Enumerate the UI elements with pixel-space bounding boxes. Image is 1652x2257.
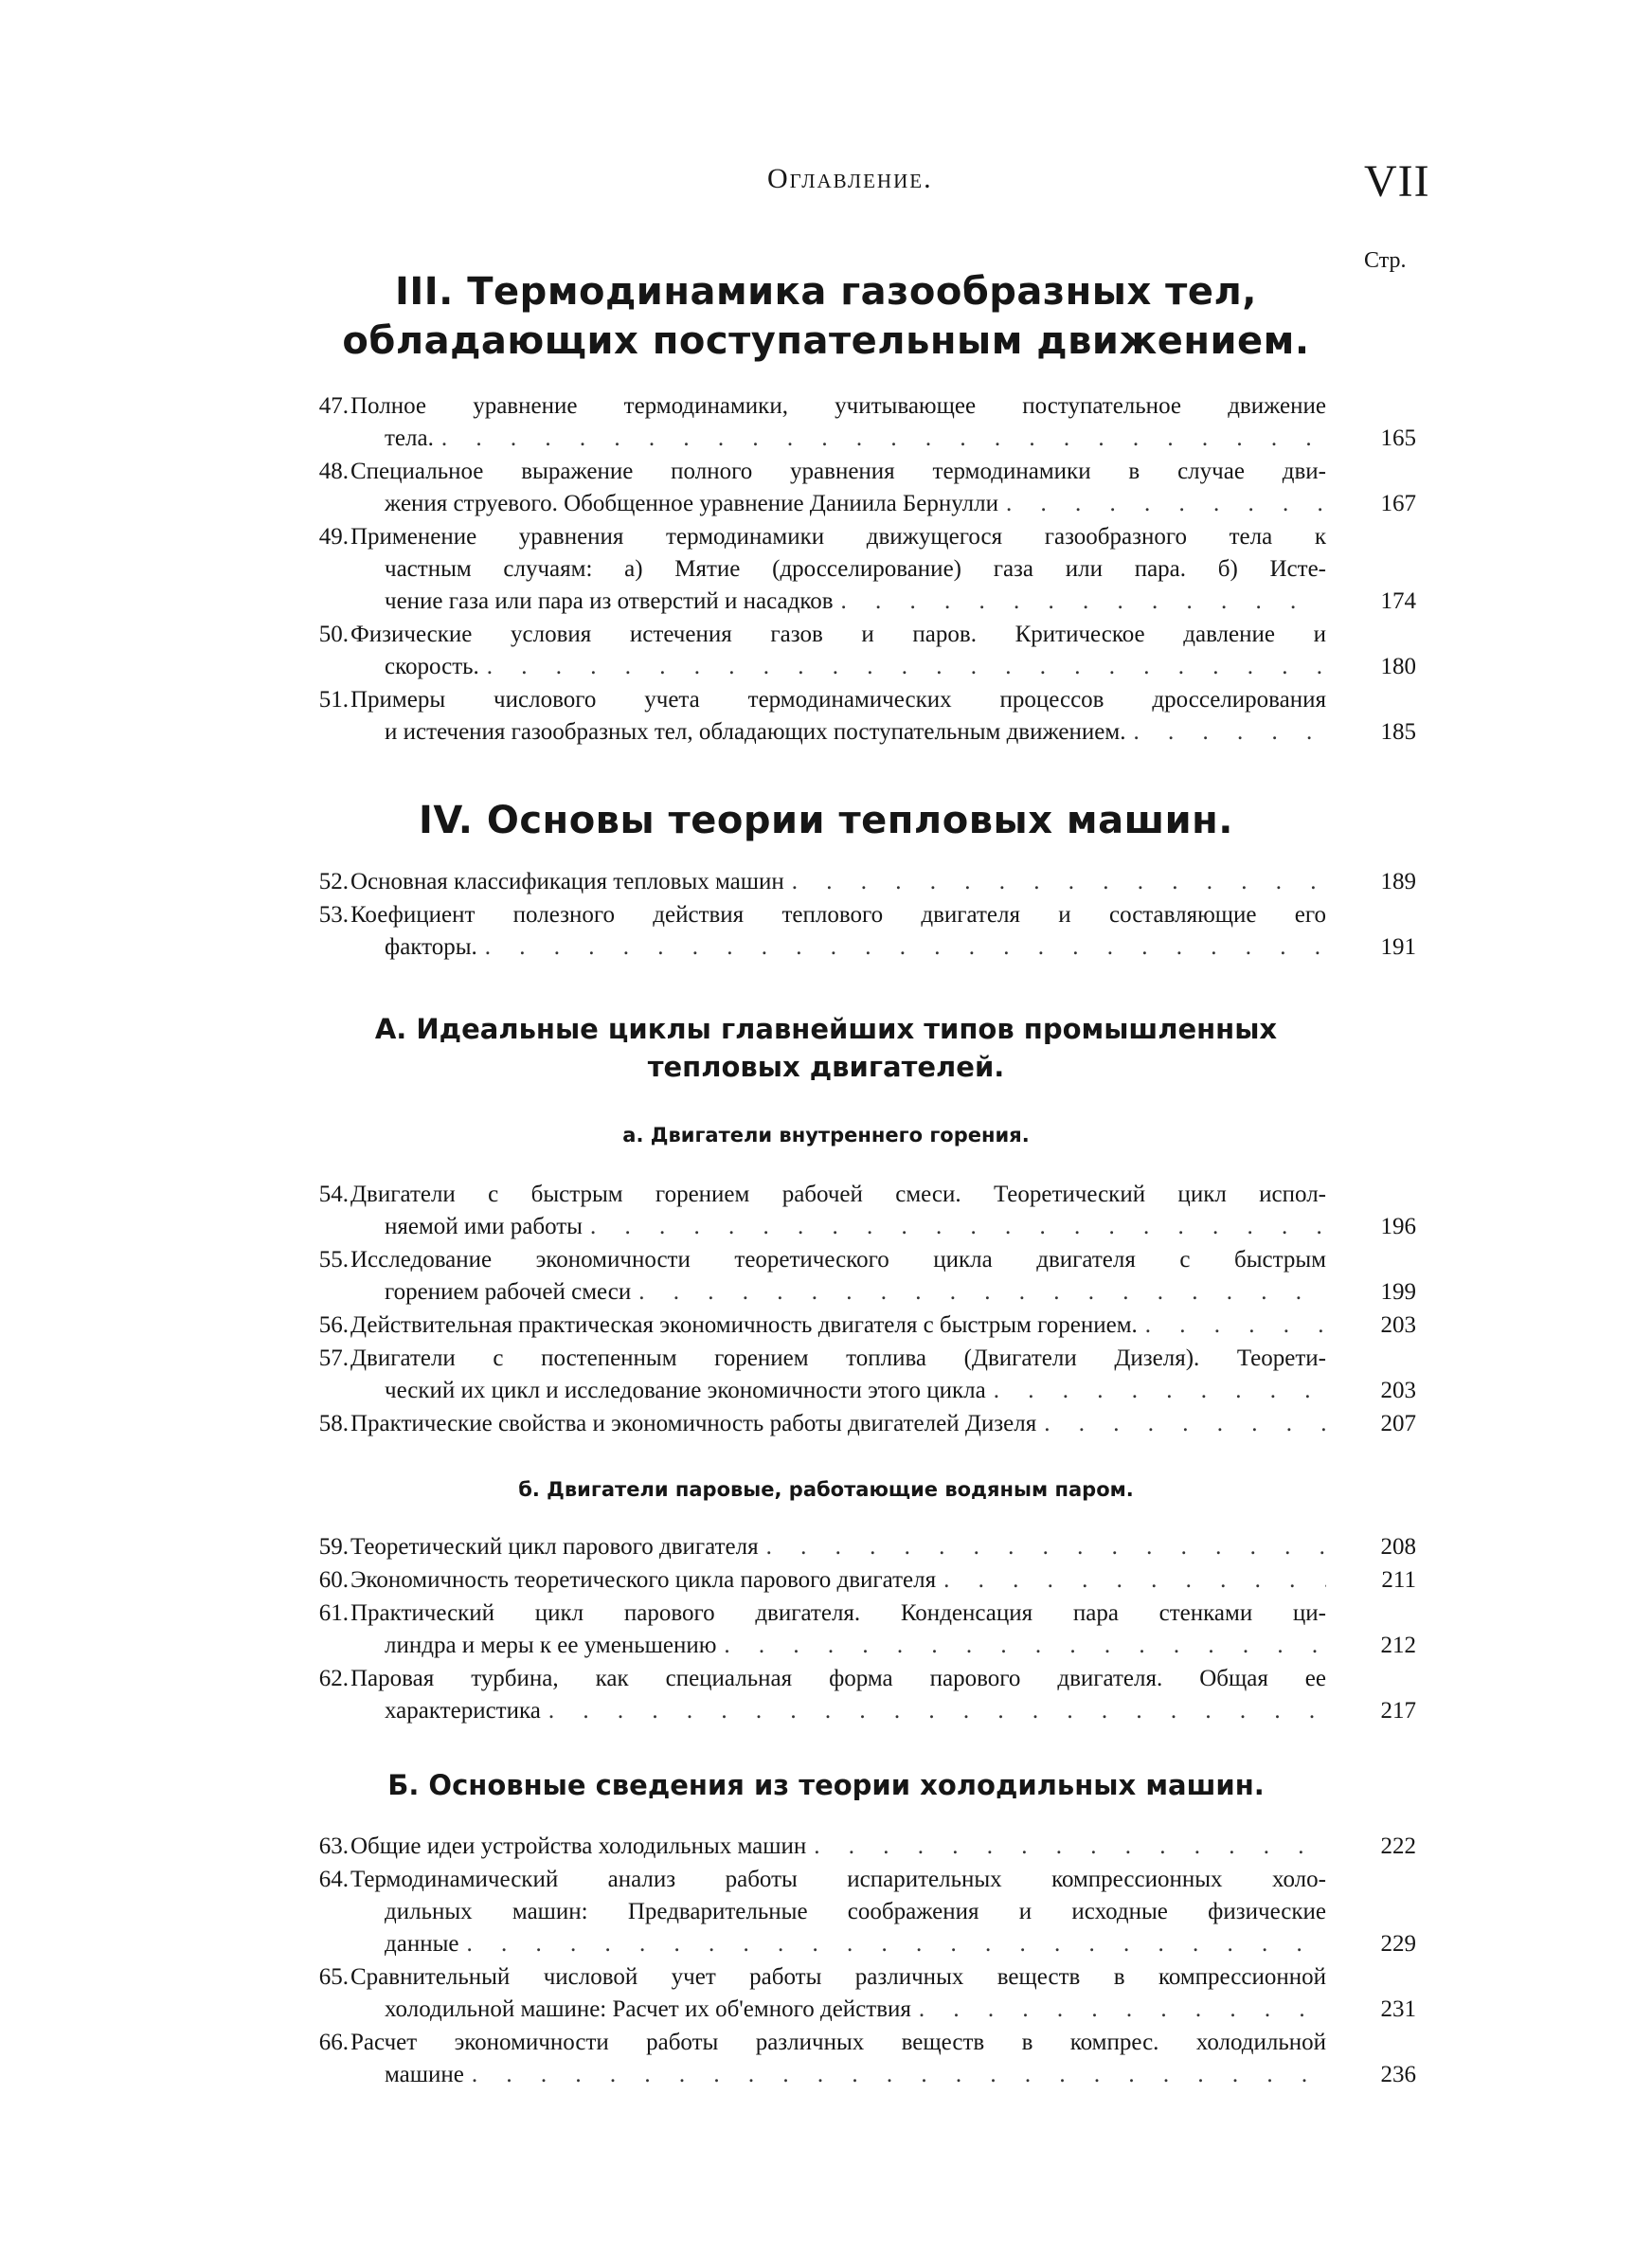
toc-entry-number: 57. (318, 1345, 349, 1371)
toc-entry-number: 63. (318, 1833, 349, 1859)
dot-leader (1006, 488, 1326, 520)
toc-entry-text: холодильной машине: Расчет их об'емного действия (385, 1996, 911, 2022)
toc-entry-text: характеристика (385, 1698, 541, 1724)
dot-leader (724, 1630, 1326, 1662)
section-a-heading (0, 1010, 1652, 1086)
toc-entry-text: машине (385, 2062, 464, 2087)
page-column-label: Стр. (1364, 248, 1407, 273)
dot-leader (472, 2059, 1326, 2091)
toc-entry-page-number: 180 (1380, 654, 1416, 679)
toc-entry-page-number: 212 (1380, 1633, 1416, 1658)
toc-entry (313, 456, 1416, 520)
toc-entry (313, 1179, 1416, 1243)
dot-leader (1044, 1408, 1326, 1440)
toc-entry-text: Расчет экономичности работы различных веществ в компрес. холодильной (350, 2030, 1326, 2055)
toc-entry-number: 64. (318, 1867, 349, 1892)
toc-entry-text: Практический цикл парового двигателя. Конденсация пара стенками ци- (350, 1600, 1326, 1626)
toc-entry-page-number: 174 (1380, 588, 1416, 614)
dot-leader (1133, 716, 1326, 749)
toc-entry-text: Специальное выражение полного уравнения термодинамики в случае дви- (350, 459, 1326, 484)
toc-entry-number: 59. (318, 1534, 349, 1560)
section-a-heading-line-2: тепловых двигателей. (647, 1051, 1005, 1083)
toc-entry-text: чение газа или пара из отверстий и насадков (385, 588, 834, 614)
toc-entry-final-line (350, 1408, 1326, 1440)
toc-entry-number: 55. (318, 1247, 349, 1273)
toc-entry (313, 899, 1416, 964)
toc-entry-final-line (350, 488, 1326, 520)
toc-entry-text: Исследование экономичности теоретического цикла двигателя с быстрым (350, 1247, 1326, 1273)
part-4-heading: IV. Основы теории тепловых машин. (419, 799, 1233, 842)
toc-entry-text: факторы. (385, 934, 477, 960)
toc-entry-final-line (350, 1211, 1326, 1243)
toc-entry-page-number: 167 (1380, 491, 1416, 516)
toc-entry-number: 47. (318, 393, 349, 419)
toc-entry-final-line (350, 1928, 1326, 1960)
subsection-b-toc (313, 1531, 1416, 1728)
part-3-heading (0, 267, 1652, 366)
toc-entry (313, 2027, 1416, 2091)
dot-leader (814, 1831, 1326, 1863)
toc-entry-number: 50. (318, 622, 349, 647)
toc-entry-text: Двигатели с быстрым горением рабочей смеси. Теоретический цикл испол- (350, 1182, 1326, 1207)
toc-entry-number: 56. (318, 1312, 349, 1338)
subsection-b-heading: б. Двигатели паровые, работающие водяным паром. (518, 1478, 1134, 1501)
toc-entry-page-number: 199 (1380, 1279, 1416, 1305)
toc-entry-number: 49. (318, 524, 349, 550)
toc-entry-text: Общие идеи устройства холодильных машин (350, 1833, 807, 1859)
toc-entry (313, 1531, 1416, 1563)
dot-leader (919, 1994, 1326, 2026)
toc-entry-text: данные (385, 1931, 459, 1957)
toc-entry-page-number: 203 (1380, 1312, 1416, 1338)
toc-entry-final-line (350, 1276, 1326, 1309)
toc-entry-number: 54. (318, 1182, 349, 1207)
toc-entry (313, 1663, 1416, 1727)
toc-entry-page-number: 196 (1380, 1214, 1416, 1239)
toc-entry (313, 619, 1416, 683)
toc-entry (313, 390, 1416, 455)
toc-entry (313, 1831, 1416, 1863)
toc-entry-page-number: 185 (1380, 719, 1416, 745)
toc-entry-page-number: 208 (1380, 1534, 1416, 1560)
toc-entry-text: Сравнительный числовой учет работы различных веществ в компрессионной (350, 1964, 1326, 1990)
toc-entry (313, 1864, 1416, 1960)
toc-entry-number: 60. (318, 1567, 349, 1593)
toc-entry-text: няемой ими работы (385, 1214, 583, 1239)
toc-entry-final-line (350, 1831, 1326, 1863)
toc-entry-text: Применение уравнения термодинамики движущегося газообразного тела к (350, 524, 1326, 550)
toc-entry-text: Практические свойства и экономичность работы двигателей Дизеля (350, 1411, 1037, 1436)
toc-entry-final-line (350, 1531, 1326, 1563)
toc-entry-number: 61. (318, 1600, 349, 1626)
toc-entry-page-number: 207 (1380, 1411, 1416, 1436)
part-3-heading-line-2: обладающих поступательным движением. (342, 319, 1310, 363)
toc-entry-final-line (350, 931, 1326, 964)
toc-entry-final-line (350, 1564, 1326, 1597)
toc-entry-text: Примеры числового учета термодинамических процессов дросселирования (350, 687, 1326, 713)
toc-entry-number: 52. (318, 869, 349, 894)
toc-entry-final-line (350, 866, 1326, 898)
toc-entry-final-line (350, 1309, 1326, 1342)
toc-entry-text: Действительная практическая экономичность двигателя с быстрым горением. (350, 1312, 1138, 1338)
toc-entry-text: горением рабочей смеси (385, 1279, 632, 1305)
toc-entry (313, 1343, 1416, 1407)
toc-entry-text: Термодинамический анализ работы испарительных компрессионных холо- (350, 1867, 1326, 1892)
toc-entry-number: 58. (318, 1411, 349, 1436)
toc-entry (313, 1309, 1416, 1342)
dot-leader (841, 586, 1326, 618)
dot-leader (485, 931, 1326, 964)
toc-entry-text: Основная классификация тепловых машин (350, 869, 784, 894)
toc-entry-number: 65. (318, 1964, 349, 1990)
toc-entry-page-number: 229 (1380, 1931, 1416, 1957)
section-b-toc (313, 1831, 1416, 2092)
dot-leader (994, 1375, 1326, 1407)
toc-entry-text: Теоретический цикл парового двигателя (350, 1534, 759, 1560)
toc-entry-page-number: 236 (1380, 2062, 1416, 2087)
toc-entry-number: 51. (318, 687, 349, 713)
toc-entry (313, 1408, 1416, 1440)
toc-entry-text: скорость. (385, 654, 479, 679)
toc-entry-page-number: 211 (1381, 1567, 1416, 1593)
toc-entry-text: Полное уравнение термодинамики, учитывающее поступательное движение (350, 393, 1326, 419)
part-3-toc (313, 390, 1416, 749)
toc-entry-text: Паровая турбина, как специальная форма парового двигателя. Общая ее (350, 1666, 1326, 1691)
toc-entry (313, 1598, 1416, 1662)
toc-entry-text: дильных машин: Предварительные соображения и исходные физические (385, 1899, 1326, 1924)
dot-leader (792, 866, 1326, 898)
section-a-heading-line-1: А. Идеальные циклы главнейших типов промышленных (374, 1013, 1278, 1045)
toc-entry-final-line (350, 423, 1326, 455)
toc-entry (313, 1961, 1416, 2026)
toc-entry-final-line (350, 1695, 1326, 1727)
toc-entry-page-number: 222 (1380, 1833, 1416, 1859)
toc-entry-final-line (350, 586, 1326, 618)
toc-entry-page-number: 231 (1380, 1996, 1416, 2022)
toc-entry-text: линдра и меры к ее уменьшению (385, 1633, 717, 1658)
toc-entry-final-line (350, 651, 1326, 683)
toc-entry-text: ческий их цикл и исследование экономичности этого цикла (385, 1378, 986, 1403)
toc-entry-page-number: 203 (1380, 1378, 1416, 1403)
toc-entry-number: 62. (318, 1666, 349, 1691)
toc-entry-final-line (350, 2059, 1326, 2091)
dot-leader (1145, 1309, 1326, 1342)
toc-entry-text: жения струевого. Обобщенное уравнение Даниила Бернулли (385, 491, 998, 516)
part-4-toc (313, 866, 1416, 965)
section-b-heading: Б. Основные сведения из теории холодильных машин. (387, 1769, 1265, 1801)
toc-entry-number: 66. (318, 2030, 349, 2055)
toc-entry-page-number: 165 (1380, 425, 1416, 451)
toc-entry-page-number: 191 (1380, 934, 1416, 960)
toc-entry-text: Экономичность теоретического цикла парового двигателя (350, 1567, 937, 1593)
dot-leader (466, 1928, 1326, 1960)
subsection-a-toc (313, 1179, 1416, 1441)
toc-entry-text: Двигатели с постепенным горением топлива (Двигатели Дизеля). Теорети- (350, 1345, 1326, 1371)
toc-entry-text: Коефициент полезного действия теплового двигателя и составляющие его (350, 902, 1326, 928)
dot-leader (590, 1211, 1326, 1243)
toc-entry-number: 53. (318, 902, 349, 928)
subsection-a-heading: а. Двигатели внутреннего горения. (622, 1124, 1030, 1147)
running-title: Оглавление. (767, 163, 933, 194)
page-folio: VII (1364, 156, 1430, 207)
toc-entry-text: и истечения газообразных тел, обладающих поступательным движением. (385, 719, 1126, 745)
toc-entry-text: частным случаям: а) Мятие (дросселирование) газа или пара. б) Исте- (385, 556, 1326, 582)
part-3-heading-line-1: III. Термодинамика газообразных тел, (395, 270, 1257, 314)
toc-entry (313, 1564, 1416, 1597)
dot-leader (638, 1276, 1326, 1309)
toc-entry-final-line (350, 1994, 1326, 2026)
toc-entry (313, 521, 1416, 618)
dot-leader (943, 1564, 1326, 1597)
toc-entry-page-number: 189 (1380, 869, 1416, 894)
toc-entry (313, 684, 1416, 749)
toc-entry-final-line (350, 1630, 1326, 1662)
dot-leader (766, 1531, 1326, 1563)
toc-entry-page-number: 217 (1380, 1698, 1416, 1724)
toc-entry-final-line (350, 716, 1326, 749)
dot-leader (487, 651, 1326, 683)
toc-entry-text: Физические условия истечения газов и паров. Критическое давление и (350, 622, 1326, 647)
toc-entry (313, 866, 1416, 898)
toc-entry-text: тела. (385, 425, 434, 451)
toc-entry-final-line (350, 1375, 1326, 1407)
toc-entry-number: 48. (318, 459, 349, 484)
dot-leader (441, 423, 1326, 455)
toc-entry (313, 1244, 1416, 1309)
dot-leader (548, 1695, 1326, 1727)
